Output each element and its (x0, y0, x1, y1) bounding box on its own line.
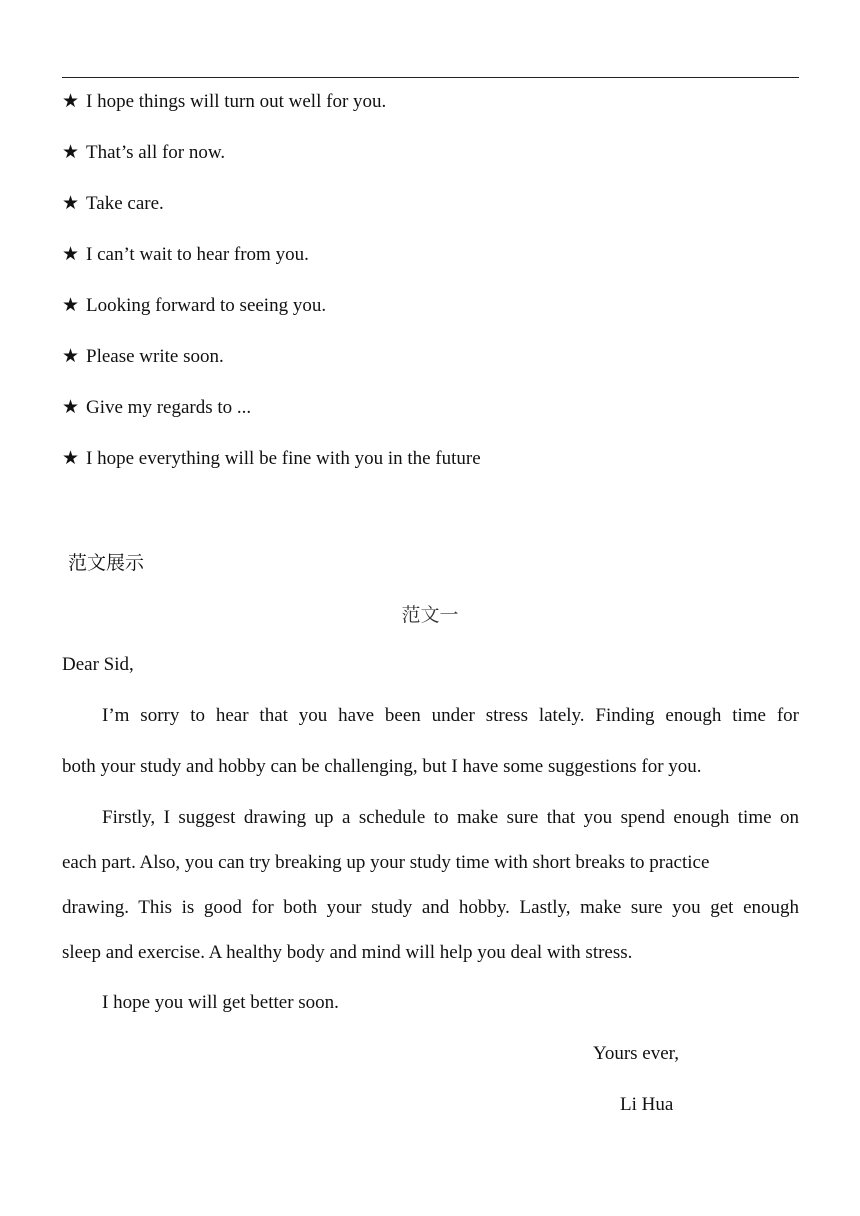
paragraph-line: sleep and exercise. A healthy body and mind will help you deal with stress. (62, 942, 633, 963)
paragraph-line: each part. Also, you can try breaking up your study time with short breaks to practice (62, 852, 710, 873)
phrase-item (62, 398, 251, 417)
phrase-item (62, 347, 224, 366)
signature: Li Hua (620, 1094, 674, 1115)
phrase-item (62, 245, 309, 264)
phrase-text: Take care. (86, 193, 164, 214)
section-heading: 范文展示 (68, 552, 145, 574)
star-icon: ★ (62, 346, 80, 367)
closing: Yours ever, (593, 1043, 679, 1064)
phrase-item (62, 92, 386, 111)
phrase-item (62, 449, 481, 468)
paragraph-line: both your study and hobby can be challenging, but I have some suggestions for you. (62, 756, 702, 777)
paragraph-line: Firstly, I suggest drawing up a schedule to make sure that you spend enough time on (102, 807, 799, 828)
header-rule (62, 77, 799, 78)
star-icon: ★ (62, 142, 80, 163)
paragraph-line: I’m sorry to hear that you have been under stress lately. Finding enough time for (102, 705, 799, 726)
phrase-text: Please write soon. (86, 346, 224, 367)
phrase-item (62, 296, 326, 315)
essay-title: 范文一 (401, 604, 459, 626)
phrase-item (62, 143, 225, 162)
star-icon: ★ (62, 448, 80, 469)
paragraph-line: drawing. This is good for both your study and hobby. Lastly, make sure you get enough (62, 897, 799, 918)
phrase-text: Looking forward to seeing you. (86, 295, 327, 316)
star-icon: ★ (62, 91, 80, 112)
star-icon: ★ (62, 397, 80, 418)
phrase-text: That’s all for now. (86, 142, 226, 163)
star-icon: ★ (62, 295, 80, 316)
phrase-item (62, 194, 164, 213)
star-icon: ★ (62, 244, 80, 265)
star-icon: ★ (62, 193, 80, 214)
phrase-text: I can’t wait to hear from you. (86, 244, 309, 265)
phrase-text: I hope things will turn out well for you. (86, 91, 387, 112)
salutation: Dear Sid, (62, 654, 134, 675)
phrase-text: Give my regards to ... (86, 397, 252, 418)
paragraph-line: I hope you will get better soon. (102, 992, 339, 1013)
phrase-text: I hope everything will be fine with you in the future (86, 448, 481, 469)
